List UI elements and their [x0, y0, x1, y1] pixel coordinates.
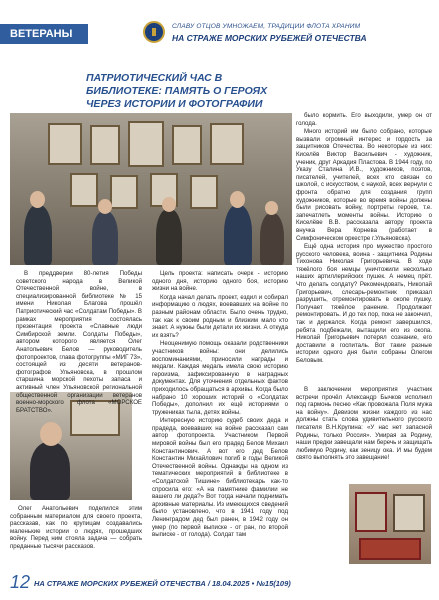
article-column-3-conclusion: [296, 386, 432, 463]
article-column-1: [16, 270, 142, 414]
paragraph: Ещё одна история про мужество простого русского человека, воина - защитника Родины Тихонова Николая Григорьевича. В ходе тяжёлого боя немцы уничтожили несколько наших артиллерийских пушек. А немец прёт. Что делать солдату? Рекомендовать, Николай Григорьевич, слесарь-ремонтник приказал разрушить, отремонтировать в окопе пушку. Получает тяжёлое ранение. Продолжает ремонтировать. И до тех пор, пока не закончил, так и держался. Когда ремонт завершился, ребята подбежали, вытащили его из окопа. Николай Григорьевич потерял сознание, его доставили в госпиталь. Вот такие разные истории одного дня были собраны Олегом Беловым.: [296, 243, 432, 364]
paragraph: В преддверии 80-летия Победы советского народа в Великой Отечественной войне, в специализированной библиотеке № 15 имени Николая Благова прошёл Патриотический час «Солдатам Победы». В рамках мероприятия состоялась презентация проекта «Славные люди Симбирской земли. Солдаты Победы», автором которого является Олег Анатольевич Белов — руководитель фотопроектов, глава фотогруппы «МИГ 73», состоящей из десяти ветеранов-фотографов Ульяновска, в прошлом старшина морской пехоты запаса и активный член Ульяновской региональной общественной организации ветеранов военно-морского флота «МОРСКОЕ БРАТСТВО».: [16, 270, 142, 414]
paragraph: В заключении мероприятия участник встречи прочёл Александр Бычков исполнил под гармонь песню «Как провожала Поля мужа на войну». Девизом жизни каждого из нас должны стать слова удивительного русского писателя В.Н.Крупина: «У нас нет запасной Родины, только Россия». Умирая за Родину, наши предки завещали нам беречь и защищать любимую Родину, как зеницу ока. И мы будем свято выполнять это завещание!: [296, 386, 432, 462]
article-column-2: [152, 270, 288, 540]
navy-emblem-icon: [143, 21, 165, 43]
exhibit-photo: [349, 484, 431, 564]
paragraph: Интересную историю судеб своих деда и прадеда, воевавших на войне рассказал сам автор фотопроекта. Участником Первой мировой войны был его прадед Белов Михаил Константинович. А вот его дед Белов Константин Михайлович погиб в годы Великой Отечественной войны. Однажды на одном из тематических мероприятий в библиотеке в «Солдатской Тишине» библиотекарь как-то спросила его: «А на памятнике фамилии не вашего ли деда?» Вот тогда начали поднимать архивные материалы. Из имеющихся сведений было установлено, что в 1941 году под Ленинградом дед был ранен, в 1942 году он умер (по первой выписке - от ран, по второй выписке - от голода). Солдат там: [152, 417, 288, 539]
article-headline: ПАТРИОТИЧЕСКИЙ ЧАС В БИБЛИОТЕКЕ: ПАМЯТЬ О ГЕРОЯХ ЧЕРЕЗ ИСТОРИИ И ФОТОГРАФИИ: [86, 72, 268, 110]
section-label: ВЕТЕРАНЫ: [0, 24, 88, 44]
paragraph: было кормить. Его выходили, умер он от голода.: [296, 112, 432, 127]
paragraph: Олег Анатольевич поделился этим собранным материалом для своего проекта, рассказав, как по крупицам создавались маленькие истории о людях, прошедших войну. Перед ним стояла задача — собрать преданные тысячи рассказов.: [10, 505, 142, 550]
page-header: [0, 0, 439, 60]
newspaper-title: НА СТРАЖЕ МОРСКИХ РУБЕЖЕЙ ОТЕЧЕСТВА: [172, 33, 367, 43]
page-footer: [0, 572, 439, 594]
article-column-3: [296, 112, 432, 366]
article-column-1-continued: [10, 505, 142, 552]
paragraph: Когда начал делать проект, ездил и собирал информацию о людях, воевавших на войне по разным районам области. Было очень трудно, так как к своим родным и близким мало кто знает. А нужны были детали их жизни. А откуда их взять?: [152, 293, 288, 339]
paragraph: Много историй им было собрано, которые вызвали огромный интерес и гордость за защитников Отечества. Во некоторые из них: Киселёв Виктор Васильевич - художник, ученик, друг Аркадия Пластова. В 1944 году, по Указу Сталина И.В., художников, поэтов, писателей, учителей, всех кто связан со школой, с искусством, с наукой, всех вернули с фронта обратно для создания групп художников, которые во время войны должны были рисовать войну, портреты героев, т.е. запечатлеть моменты войны. Историю о Киселёве В.В. рассказала автору проекта внучка Вера Корнева (работает в Симфоническом оркестре г.Ульяновска).: [296, 128, 432, 242]
motto: СЛАВУ ОТЦОВ УМНОЖАЕМ, ТРАДИЦИИ ФЛОТА ХРАНИМ: [172, 23, 361, 30]
footer-text: НА СТРАЖЕ МОРСКИХ РУБЕЖЕЙ ОТЕЧЕСТВА / 18.04.2025 • №15(109): [34, 579, 291, 588]
paragraph: Неоценимую помощь оказали родственники участников войны: они делились воспоминаниями, приносили награды и медали. Каждая медаль имела свою историю героизма, зафиксированную в наградных документах. Для уточнения отдельных фактов приходилось обращаться в архивы. Когда было набрано 10 хороших историй о «Солдатах Победы», дополнил их ещё историями о тружениках тыла, детях войны.: [152, 340, 288, 416]
main-photo: [10, 113, 292, 265]
paragraph: Цель проекта: написать очерк - историю одного дня, историю одного боя, историю жизни на войне.: [152, 270, 288, 293]
page-number: 12: [10, 572, 31, 592]
